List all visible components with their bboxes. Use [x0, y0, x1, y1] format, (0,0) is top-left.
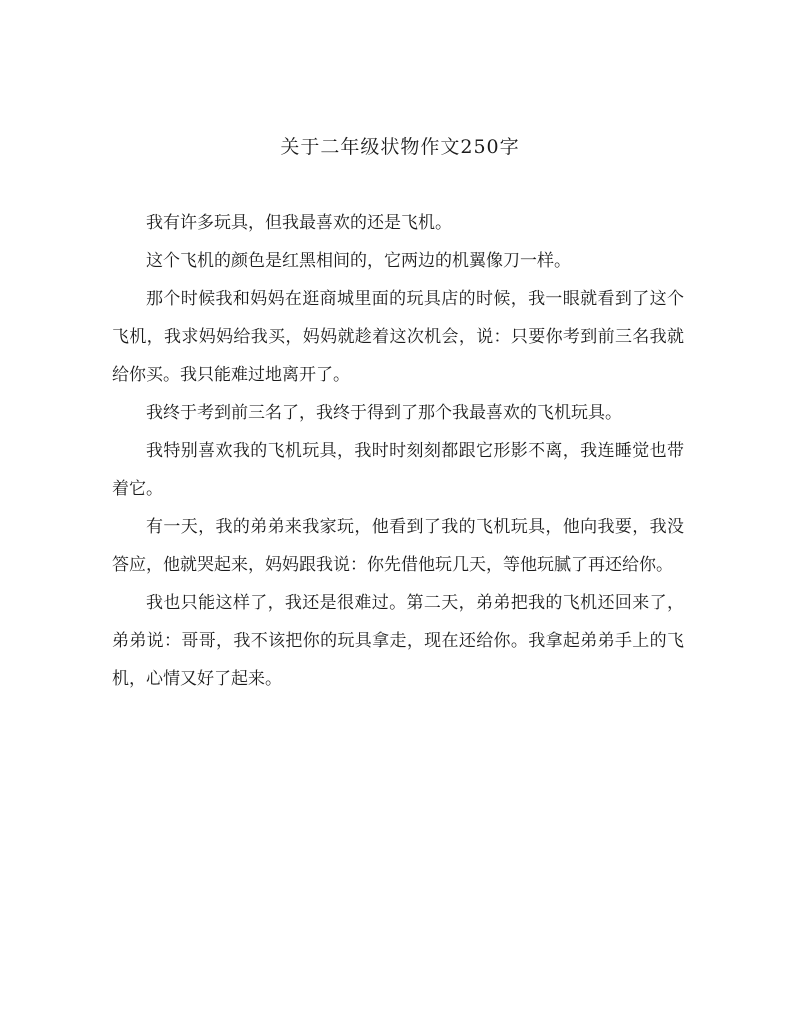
- paragraph-1: 我有许多玩具，但我最喜欢的还是飞机。: [146, 213, 452, 233]
- paragraph-4: 我终于考到前三名了，我终于得到了那个我最喜欢的飞机玩具。: [146, 403, 622, 423]
- document-title: 关于二年级状物作文250字: [280, 136, 520, 158]
- paragraph-5: 我特别喜欢我的飞机玩具，我时时刻刻都跟它形影不离，我连睡觉也带着它。: [112, 441, 684, 499]
- paragraph-6: 有一天，我的弟弟来我家玩，他看到了我的飞机玩具，他向我要，我没答应，他就哭起来，妈妈跟我说：你先借他玩几天，等他玩腻了再还给你。: [112, 517, 684, 575]
- paragraph-3: 那个时候我和妈妈在逛商城里面的玩具店的时候，我一眼就看到了这个飞机，我求妈妈给我买，妈妈就趁着这次机会，说：只要你考到前三名我就给你买。我只能难过地离开了。: [112, 289, 684, 385]
- paragraph-2: 这个飞机的颜色是红黑相间的，它两边的机翼像刀一样。: [146, 251, 571, 271]
- document-body: [112, 204, 684, 698]
- paragraph-7: 我也只能这样了，我还是很难过。第二天，弟弟把我的飞机还回来了，弟弟说：哥哥，我不该把你的玩具拿走，现在还给你。我拿起弟弟手上的飞机，心情又好了起来。: [112, 593, 684, 689]
